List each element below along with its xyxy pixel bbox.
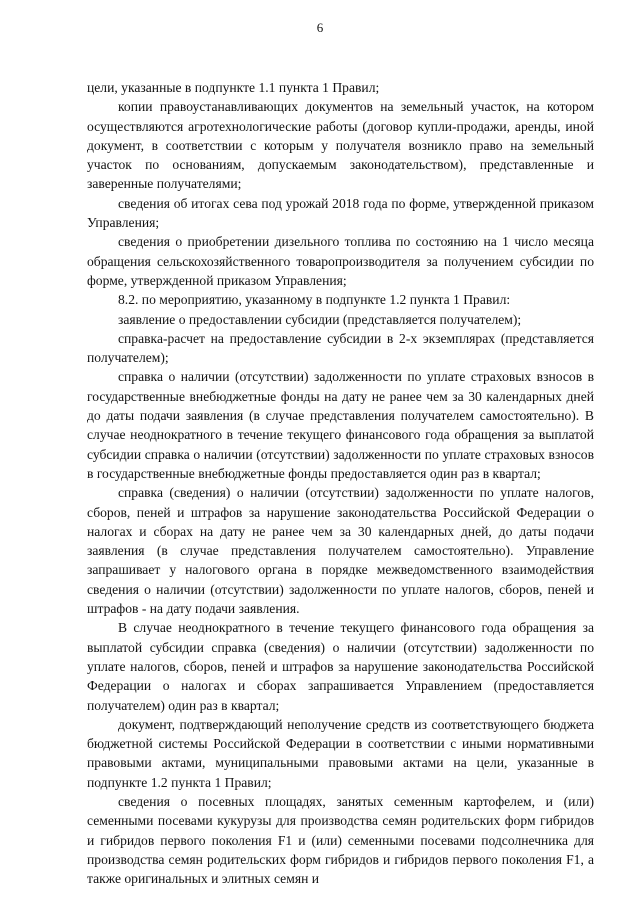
paragraph-section-8-2: 8.2. по мероприятию, указанному в подпункте 1.2 пункта 1 Правил: xyxy=(118,292,511,308)
paragraph-sowing-results: сведения об итогах сева под урожай 2018 года по форме, утвержденной приказом Управления; xyxy=(87,195,594,231)
paragraph-calculation-certificate: справка-расчет на предоставление субсидии в 2-х экземплярах (представляется получателем); xyxy=(87,330,594,366)
paragraph-repeated-request: В случае неоднократного в течение текущего финансового года обращения за выплатой субсидии справка (сведения) о наличии (отсутствии) задолженности по уплате налогов, сборов, пеней и штрафов за нарушение законодательства Российской Федерации о налогах и сборах запрашивается Управлением (предоставляется получателем) один раз в квартал; xyxy=(87,620,594,713)
document-body xyxy=(87,78,594,888)
paragraph-insurance-debt: справка о наличии (отсутствии) задолженности по уплате страховых взносов в государственные внебюджетные фонды на дату не ранее чем за 30 календарных дней до даты подачи заявления (в случае представления получателем самостоятельно). В случае неоднократного в течение текущего финансового года обращения за выплатой субсидии справка о наличии (отсутствии) задолженности по уплате страховых взносов в государственные внебюджетные фонды предоставляется один раз в квартал; xyxy=(87,369,594,481)
paragraph-tax-debt: справка (сведения) о наличии (отсутствии) задолженности по уплате налогов, сборов, пеней и штрафов за нарушение законодательства Российской Федерации о налогах и сборах на дату не ранее чем за 30 календарных дней, до даты подачи заявления (в случае представления получателем самостоятельно). Управление запрашивает у налогового органа в порядке межведомственного взаимодействия сведения о наличии (отсутствии) задолженности по уплате налогов, сборов, пеней и штрафов - на дату подачи заявления. xyxy=(87,485,594,617)
paragraph-subsidy-application: заявление о предоставлении субсидии (представляется получателем); xyxy=(118,311,522,327)
paragraph-sown-areas: сведения о посевных площадях, занятых семенным картофелем, и (или) семенными посевами кукурузы для производства семян родительских форм гибридов и гибридов первого поколения F1 и (или) семенными посевами подсолнечника для производства семян родительских форм гибридов и гибридов первого поколения F1, а также оригинальных и элитных семян и xyxy=(87,793,594,887)
paragraph-land-documents: копии правоустанавливающих документов на земельный участок, на котором осуществляются агротехнологические работы (договор купли-продажи, аренды, иной документ, в соответствии с которым у получателя возникло право на земельный участок по основаниям, допускаемым законодательством), представленные и заверенные получателями; xyxy=(87,99,594,192)
paragraph-continuation: цели, указанные в подпункте 1.1 пункта 1 Правил; xyxy=(87,80,380,95)
paragraph-non-receipt-document: документ, подтверждающий неполучение средств из соответствующего бюджета бюджетной системы Российской Федерации в соответствии с иными нормативными правовыми актами, муниципальными правовыми актами на цели, указанные в подпункте 1.2 пункта 1 Правил; xyxy=(87,716,594,790)
page-number: 6 xyxy=(316,20,324,35)
paragraph-diesel-fuel: сведения о приобретении дизельного топлива по состоянию на 1 число месяца обращения сельскохозяйственного товаропроизводителя за получением субсидии по форме, утвержденной приказом Управления; xyxy=(87,234,594,288)
